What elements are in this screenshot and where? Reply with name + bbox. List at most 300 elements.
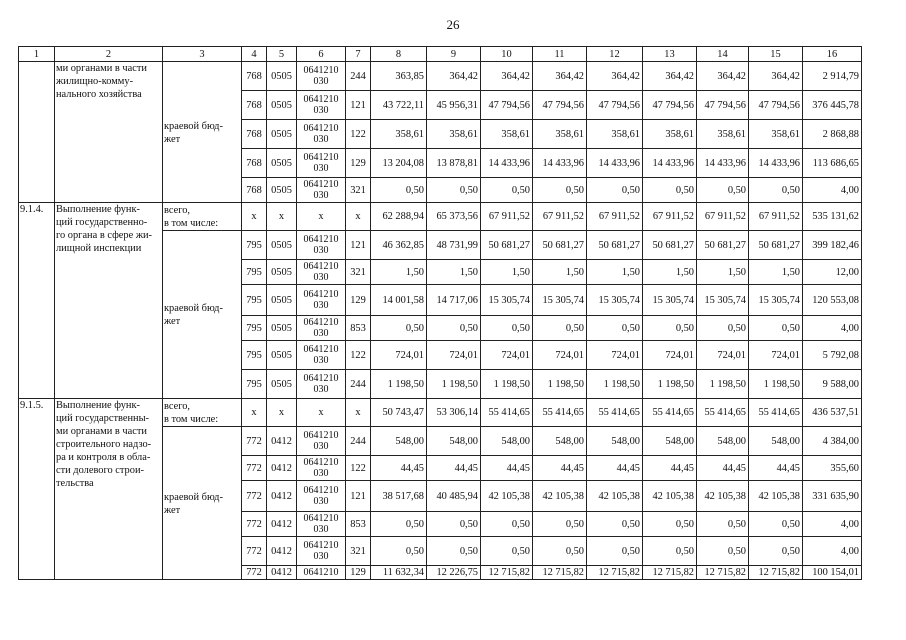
value-cell: 0,50 — [643, 512, 697, 537]
value-cell: 1,50 — [371, 260, 427, 285]
value-cell: 14 433,96 — [533, 149, 587, 178]
value-cell: 46 362,85 — [371, 231, 427, 260]
agency-code: 795 — [242, 370, 267, 399]
expense-type: 321 — [346, 260, 371, 285]
target-code: x — [297, 399, 346, 427]
value-cell: 548,00 — [697, 427, 749, 456]
value-cell: 535 131,62 — [803, 203, 862, 231]
text-line: ций государственны- — [56, 413, 150, 424]
value-cell: 47 794,56 — [697, 91, 749, 120]
table-row — [19, 62, 862, 91]
target-code: 0641210 030 — [297, 260, 346, 285]
value-cell: 548,00 — [643, 427, 697, 456]
value-cell: 2 868,88 — [803, 120, 862, 149]
value-cell: 42 105,38 — [587, 481, 643, 512]
text-line: краевой бюд- — [164, 491, 223, 503]
agency-code: 772 — [242, 537, 267, 566]
target-code: 0641210 — [297, 566, 346, 580]
section-code: 0412 — [267, 566, 297, 580]
section-id — [19, 62, 55, 203]
value-cell: 1 198,50 — [481, 370, 533, 399]
text-line: жет — [164, 316, 181, 327]
column-number-row — [19, 47, 862, 62]
section-code: 0412 — [267, 481, 297, 512]
value-cell: 0,50 — [371, 316, 427, 341]
value-cell: 0,50 — [587, 512, 643, 537]
value-cell: 364,42 — [427, 62, 481, 91]
value-cell: 50 681,27 — [533, 231, 587, 260]
expense-type: 244 — [346, 62, 371, 91]
column-number: 3 — [163, 47, 242, 62]
value-cell: 0,50 — [533, 537, 587, 566]
agency-code: 768 — [242, 91, 267, 120]
section-code: x — [267, 399, 297, 427]
value-cell: 358,61 — [427, 120, 481, 149]
expense-type: 121 — [346, 91, 371, 120]
column-number: 14 — [697, 47, 749, 62]
value-cell: 724,01 — [427, 341, 481, 370]
expense-type: 244 — [346, 370, 371, 399]
text-line: ра и контроля в обла- — [56, 452, 151, 463]
value-cell: 15 305,74 — [481, 285, 533, 316]
expense-type: 853 — [346, 316, 371, 341]
value-cell: 0,50 — [643, 537, 697, 566]
agency-code: 795 — [242, 260, 267, 285]
section-code: 0505 — [267, 120, 297, 149]
value-cell: 1 198,50 — [643, 370, 697, 399]
value-cell: 548,00 — [371, 427, 427, 456]
value-cell: 43 722,11 — [371, 91, 427, 120]
value-cell: 42 105,38 — [481, 481, 533, 512]
value-cell: 0,50 — [371, 178, 427, 203]
value-cell: 50 681,27 — [481, 231, 533, 260]
agency-code: 795 — [242, 341, 267, 370]
budget-table — [18, 46, 862, 580]
value-cell: 358,61 — [371, 120, 427, 149]
value-cell: 0,50 — [533, 316, 587, 341]
agency-code: 772 — [242, 512, 267, 537]
value-cell: 45 956,31 — [427, 91, 481, 120]
target-code: 0641210 030 — [297, 285, 346, 316]
expense-type: 129 — [346, 149, 371, 178]
value-cell: 4,00 — [803, 316, 862, 341]
value-cell: 0,50 — [481, 178, 533, 203]
value-cell: 15 305,74 — [749, 285, 803, 316]
text-line: жет — [164, 504, 181, 516]
text-line: жилищно-комму- — [56, 76, 134, 87]
value-cell: 0,50 — [697, 537, 749, 566]
section-description — [55, 203, 163, 399]
value-cell: 1,50 — [643, 260, 697, 285]
value-cell: 47 794,56 — [533, 91, 587, 120]
value-cell: 358,61 — [587, 120, 643, 149]
target-code: 0641210 030 — [297, 537, 346, 566]
value-cell: 48 731,99 — [427, 231, 481, 260]
value-cell: 1 198,50 — [533, 370, 587, 399]
value-cell: 364,42 — [697, 62, 749, 91]
value-cell: 38 517,68 — [371, 481, 427, 512]
value-cell: 50 743,47 — [371, 399, 427, 427]
total-label — [163, 399, 242, 427]
funding-source — [163, 231, 242, 399]
agency-code: 772 — [242, 456, 267, 481]
section-id: 9.1.5. — [19, 399, 55, 580]
value-cell: 0,50 — [749, 316, 803, 341]
text-line: жет — [164, 133, 181, 145]
column-number: 13 — [643, 47, 697, 62]
value-cell: 12 715,82 — [587, 566, 643, 580]
expense-type: x — [346, 203, 371, 231]
section-code: 0412 — [267, 537, 297, 566]
column-number: 11 — [533, 47, 587, 62]
column-number: 2 — [55, 47, 163, 62]
value-cell: 364,42 — [643, 62, 697, 91]
section-code: x — [267, 203, 297, 231]
value-cell: 44,45 — [371, 456, 427, 481]
expense-type: 121 — [346, 481, 371, 512]
text-line: го органа в сфере жи- — [56, 230, 153, 241]
column-number: 16 — [803, 47, 862, 62]
value-cell: 42 105,38 — [749, 481, 803, 512]
value-cell: 0,50 — [533, 178, 587, 203]
value-cell: 55 414,65 — [749, 399, 803, 427]
expense-type: 122 — [346, 120, 371, 149]
value-cell: 12 715,82 — [533, 566, 587, 580]
value-cell: 44,45 — [643, 456, 697, 481]
text-line: ми органами в части — [56, 426, 147, 437]
text-line: ций государственно- — [56, 217, 148, 228]
value-cell: 113 686,65 — [803, 149, 862, 178]
expense-type: 122 — [346, 456, 371, 481]
value-cell: 1 198,50 — [371, 370, 427, 399]
value-cell: 355,60 — [803, 456, 862, 481]
value-cell: 1 198,50 — [697, 370, 749, 399]
value-cell: 358,61 — [533, 120, 587, 149]
value-cell: 724,01 — [371, 341, 427, 370]
agency-code: 795 — [242, 316, 267, 341]
agency-code: 768 — [242, 120, 267, 149]
value-cell: 9 588,00 — [803, 370, 862, 399]
value-cell: 44,45 — [533, 456, 587, 481]
text-line: всего, — [164, 401, 190, 412]
text-line: строительного надзо- — [56, 439, 152, 450]
target-code: 0641210 030 — [297, 370, 346, 399]
target-code: 0641210 030 — [297, 120, 346, 149]
value-cell: 548,00 — [427, 427, 481, 456]
expense-type: 321 — [346, 537, 371, 566]
value-cell: 120 553,08 — [803, 285, 862, 316]
value-cell: 12,00 — [803, 260, 862, 285]
target-code: 0641210 030 — [297, 341, 346, 370]
text-line: Выполнение функ- — [56, 400, 140, 411]
value-cell: 0,50 — [749, 178, 803, 203]
column-number: 4 — [242, 47, 267, 62]
text-line: тельства — [56, 478, 94, 489]
column-number: 8 — [371, 47, 427, 62]
section-code: 0505 — [267, 260, 297, 285]
value-cell: 1,50 — [587, 260, 643, 285]
value-cell: 11 632,34 — [371, 566, 427, 580]
value-cell: 42 105,38 — [643, 481, 697, 512]
column-number: 7 — [346, 47, 371, 62]
value-cell: 364,42 — [533, 62, 587, 91]
value-cell: 50 681,27 — [643, 231, 697, 260]
value-cell: 12 715,82 — [643, 566, 697, 580]
total-label — [163, 203, 242, 231]
value-cell: 364,42 — [587, 62, 643, 91]
value-cell: 548,00 — [481, 427, 533, 456]
value-cell: 47 794,56 — [749, 91, 803, 120]
value-cell: 14 001,58 — [371, 285, 427, 316]
value-cell: 0,50 — [427, 316, 481, 341]
value-cell: 44,45 — [587, 456, 643, 481]
value-cell: 0,50 — [427, 537, 481, 566]
section-code: 0412 — [267, 427, 297, 456]
section-code: 0505 — [267, 62, 297, 91]
value-cell: 55 414,65 — [587, 399, 643, 427]
table-row — [19, 203, 862, 231]
value-cell: 0,50 — [697, 178, 749, 203]
expense-type: 321 — [346, 178, 371, 203]
value-cell: 40 485,94 — [427, 481, 481, 512]
value-cell: 4,00 — [803, 537, 862, 566]
target-code: 0641210 030 — [297, 316, 346, 341]
target-code: 0641210 030 — [297, 512, 346, 537]
value-cell: 0,50 — [749, 512, 803, 537]
agency-code: 772 — [242, 481, 267, 512]
value-cell: 364,42 — [481, 62, 533, 91]
value-cell: 13 878,81 — [427, 149, 481, 178]
column-number: 12 — [587, 47, 643, 62]
value-cell: 363,85 — [371, 62, 427, 91]
value-cell: 67 911,52 — [643, 203, 697, 231]
value-cell: 47 794,56 — [481, 91, 533, 120]
target-code: 0641210 030 — [297, 456, 346, 481]
value-cell: 0,50 — [643, 178, 697, 203]
value-cell: 1 198,50 — [427, 370, 481, 399]
value-cell: 55 414,65 — [697, 399, 749, 427]
value-cell: 15 305,74 — [643, 285, 697, 316]
value-cell: 548,00 — [749, 427, 803, 456]
value-cell: 331 635,90 — [803, 481, 862, 512]
value-cell: 15 305,74 — [697, 285, 749, 316]
section-code: 0412 — [267, 512, 297, 537]
value-cell: 724,01 — [749, 341, 803, 370]
value-cell: 724,01 — [533, 341, 587, 370]
value-cell: 44,45 — [749, 456, 803, 481]
text-line: Выполнение функ- — [56, 204, 140, 215]
agency-code: x — [242, 399, 267, 427]
agency-code: 795 — [242, 285, 267, 316]
value-cell: 358,61 — [697, 120, 749, 149]
value-cell: 42 105,38 — [533, 481, 587, 512]
value-cell: 548,00 — [533, 427, 587, 456]
value-cell: 0,50 — [697, 512, 749, 537]
value-cell: 436 537,51 — [803, 399, 862, 427]
value-cell: 0,50 — [587, 537, 643, 566]
value-cell: 50 681,27 — [749, 231, 803, 260]
value-cell: 358,61 — [643, 120, 697, 149]
text-line: всего, — [164, 205, 190, 216]
value-cell: 376 445,78 — [803, 91, 862, 120]
value-cell: 0,50 — [533, 512, 587, 537]
value-cell: 14 717,06 — [427, 285, 481, 316]
value-cell: 4 384,00 — [803, 427, 862, 456]
column-number: 1 — [19, 47, 55, 62]
value-cell: 12 715,82 — [481, 566, 533, 580]
section-code: 0505 — [267, 285, 297, 316]
value-cell: 50 681,27 — [587, 231, 643, 260]
value-cell: 15 305,74 — [587, 285, 643, 316]
page-number: 26 — [446, 17, 460, 32]
column-number: 6 — [297, 47, 346, 62]
agency-code: 795 — [242, 231, 267, 260]
target-code: 0641210 030 — [297, 231, 346, 260]
value-cell: 14 433,96 — [749, 149, 803, 178]
text-line: лищной инспекции — [56, 243, 142, 254]
value-cell: 364,42 — [749, 62, 803, 91]
value-cell: 1,50 — [749, 260, 803, 285]
value-cell: 1,50 — [427, 260, 481, 285]
value-cell: 47 794,56 — [587, 91, 643, 120]
text-line: в том числе: — [164, 218, 219, 229]
value-cell: 14 433,96 — [587, 149, 643, 178]
section-code: 0505 — [267, 91, 297, 120]
value-cell: 724,01 — [697, 341, 749, 370]
text-line: сти долевого строи- — [56, 465, 144, 476]
value-cell: 44,45 — [427, 456, 481, 481]
section-code: 0505 — [267, 370, 297, 399]
target-code: 0641210 030 — [297, 62, 346, 91]
funding-source — [163, 427, 242, 580]
value-cell: 1 198,50 — [749, 370, 803, 399]
target-code: 0641210 030 — [297, 178, 346, 203]
value-cell: 100 154,01 — [803, 566, 862, 580]
value-cell: 55 414,65 — [481, 399, 533, 427]
expense-type: 129 — [346, 566, 371, 580]
section-id: 9.1.4. — [19, 203, 55, 399]
expense-type: 122 — [346, 341, 371, 370]
agency-code: 768 — [242, 178, 267, 203]
value-cell: 67 911,52 — [697, 203, 749, 231]
agency-code: 768 — [242, 149, 267, 178]
target-code: 0641210 030 — [297, 91, 346, 120]
value-cell: 724,01 — [643, 341, 697, 370]
agency-code: 772 — [242, 427, 267, 456]
agency-code: 772 — [242, 566, 267, 580]
agency-code: 768 — [242, 62, 267, 91]
value-cell: 67 911,52 — [533, 203, 587, 231]
value-cell: 399 182,46 — [803, 231, 862, 260]
expense-type: x — [346, 399, 371, 427]
value-cell: 47 794,56 — [643, 91, 697, 120]
value-cell: 0,50 — [587, 316, 643, 341]
value-cell: 0,50 — [427, 178, 481, 203]
value-cell: 0,50 — [643, 316, 697, 341]
value-cell: 548,00 — [587, 427, 643, 456]
text-line: нального хозяйства — [56, 89, 142, 100]
value-cell: 0,50 — [481, 316, 533, 341]
text-line: в том числе: — [164, 414, 219, 425]
value-cell: 5 792,08 — [803, 341, 862, 370]
section-code: 0412 — [267, 456, 297, 481]
value-cell: 65 373,56 — [427, 203, 481, 231]
target-code: 0641210 030 — [297, 427, 346, 456]
section-code: 0505 — [267, 178, 297, 203]
value-cell: 62 288,94 — [371, 203, 427, 231]
value-cell: 14 433,96 — [481, 149, 533, 178]
value-cell: 13 204,08 — [371, 149, 427, 178]
section-description — [55, 62, 163, 203]
table-body — [19, 62, 862, 580]
value-cell: 1,50 — [697, 260, 749, 285]
value-cell: 0,50 — [371, 512, 427, 537]
value-cell: 0,50 — [587, 178, 643, 203]
value-cell: 44,45 — [481, 456, 533, 481]
value-cell: 0,50 — [749, 537, 803, 566]
value-cell: 55 414,65 — [533, 399, 587, 427]
value-cell: 0,50 — [481, 512, 533, 537]
value-cell: 0,50 — [481, 537, 533, 566]
section-code: 0505 — [267, 341, 297, 370]
value-cell: 2 914,79 — [803, 62, 862, 91]
column-number: 9 — [427, 47, 481, 62]
value-cell: 12 715,82 — [749, 566, 803, 580]
value-cell: 14 433,96 — [697, 149, 749, 178]
target-code: 0641210 030 — [297, 481, 346, 512]
table-row — [19, 399, 862, 427]
section-code: 0505 — [267, 316, 297, 341]
column-number: 15 — [749, 47, 803, 62]
expense-type: 129 — [346, 285, 371, 316]
expense-type: 244 — [346, 427, 371, 456]
value-cell: 0,50 — [697, 316, 749, 341]
value-cell: 724,01 — [481, 341, 533, 370]
target-code: 0641210 030 — [297, 149, 346, 178]
text-line: ми органами в части — [56, 63, 147, 74]
value-cell: 12 715,82 — [697, 566, 749, 580]
value-cell: 358,61 — [749, 120, 803, 149]
value-cell: 4,00 — [803, 512, 862, 537]
value-cell: 1,50 — [481, 260, 533, 285]
value-cell: 44,45 — [697, 456, 749, 481]
value-cell: 1,50 — [533, 260, 587, 285]
value-cell: 1 198,50 — [587, 370, 643, 399]
value-cell: 42 105,38 — [697, 481, 749, 512]
target-code: x — [297, 203, 346, 231]
value-cell: 55 414,65 — [643, 399, 697, 427]
value-cell: 12 226,75 — [427, 566, 481, 580]
value-cell: 50 681,27 — [697, 231, 749, 260]
value-cell: 0,50 — [427, 512, 481, 537]
value-cell: 67 911,52 — [749, 203, 803, 231]
expense-type: 121 — [346, 231, 371, 260]
section-code: 0505 — [267, 149, 297, 178]
column-number: 10 — [481, 47, 533, 62]
text-line: краевой бюд- — [164, 120, 223, 132]
value-cell: 67 911,52 — [587, 203, 643, 231]
expense-type: 853 — [346, 512, 371, 537]
value-cell: 67 911,52 — [481, 203, 533, 231]
value-cell: 53 306,14 — [427, 399, 481, 427]
text-line: краевой бюд- — [164, 303, 223, 314]
value-cell: 0,50 — [371, 537, 427, 566]
column-number: 5 — [267, 47, 297, 62]
value-cell: 15 305,74 — [533, 285, 587, 316]
value-cell: 14 433,96 — [643, 149, 697, 178]
value-cell: 4,00 — [803, 178, 862, 203]
section-description — [55, 399, 163, 580]
